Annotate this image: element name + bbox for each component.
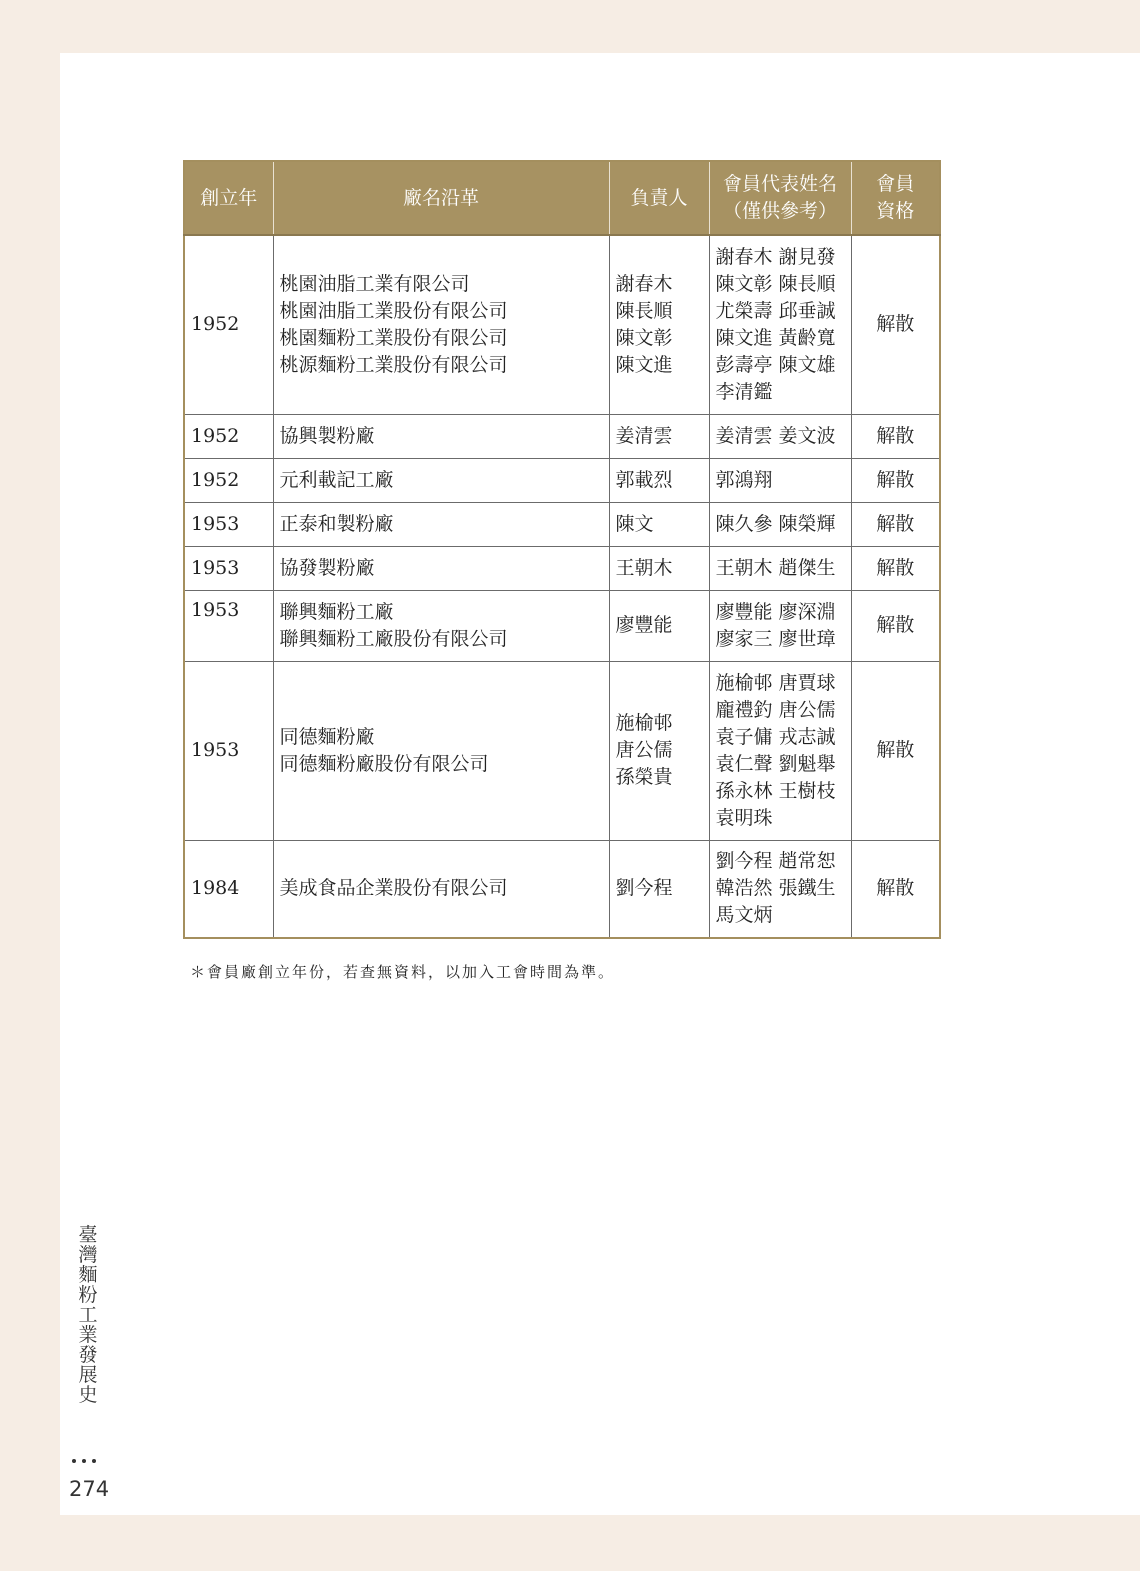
header-status-line: 會員 (876, 173, 915, 195)
cell-year: 1953 (184, 590, 273, 661)
cell-leader (609, 840, 709, 938)
leader-line: 劉今程 (615, 877, 673, 900)
cell-leader (609, 458, 709, 502)
cell-status: 解散 (851, 414, 940, 458)
leader-line: 郭載烈 (615, 468, 673, 491)
book-title-char: 業 (78, 1324, 98, 1346)
table-row (184, 458, 940, 502)
table-header-row (184, 161, 940, 235)
company-line: 元利載記工廠 (279, 468, 394, 491)
leader-line: 姜清雲 (615, 424, 673, 447)
header-leader: 負責人 (609, 161, 709, 235)
company-line: 同德麵粉廠 (279, 725, 375, 748)
header-reps-line: （僅供參考） (722, 200, 837, 222)
header-company: 廠名沿革 (273, 161, 609, 235)
cell-status: 解散 (851, 235, 940, 414)
cell-reps (709, 590, 851, 661)
header-reps-line: 會員代表姓名 (722, 173, 837, 195)
member-table (183, 160, 941, 939)
cell-leader (609, 235, 709, 414)
cell-company (273, 414, 609, 458)
cell-company (273, 840, 609, 938)
cell-year: 1953 (184, 661, 273, 840)
cell-status: 解散 (851, 546, 940, 590)
cell-reps (709, 840, 851, 938)
cell-reps (709, 414, 851, 458)
company-line: 協興製粉廠 (279, 424, 375, 447)
reps-line: 袁仁聲 劉魁舉 (715, 752, 836, 775)
book-title-char: 麵 (78, 1264, 98, 1286)
leader-line: 孫榮貴 (615, 766, 673, 788)
cell-year: 1952 (184, 235, 273, 414)
table-row (184, 414, 940, 458)
company-line: 美成食品企業股份有限公司 (279, 877, 508, 900)
reps-line: 劉今程 趙常恕 (715, 850, 836, 873)
cell-reps (709, 235, 851, 414)
cell-year: 1952 (184, 414, 273, 458)
cell-year: 1953 (184, 502, 273, 546)
reps-line: 姜清雲 姜文波 (715, 424, 836, 447)
book-title-char: 灣 (78, 1244, 98, 1266)
reps-line: 陳久參 陳榮輝 (715, 512, 836, 535)
leader-line: 陳文彰 (615, 326, 673, 349)
cell-year: 1953 (184, 546, 273, 590)
header-status-line: 資格 (876, 200, 915, 222)
cell-status: 解散 (851, 840, 940, 938)
table-row (184, 590, 940, 661)
table-row (184, 235, 940, 414)
book-title-char: 臺 (78, 1224, 98, 1246)
leader-line: 唐公儒 (615, 739, 673, 761)
cell-company (273, 235, 609, 414)
header-reps (709, 161, 851, 235)
reps-line: 廖家三 廖世璋 (715, 627, 836, 650)
company-line: 桃源麵粉工業股份有限公司 (279, 353, 508, 376)
reps-line: 謝春木 謝見發 (715, 245, 836, 268)
cell-status: 解散 (851, 661, 940, 840)
book-title-char: 發 (78, 1344, 98, 1366)
reps-line: 王朝木 趙傑生 (715, 556, 836, 579)
book-title-char: 粉 (78, 1284, 98, 1306)
cell-leader (609, 590, 709, 661)
book-title-char: 展 (78, 1364, 98, 1386)
cell-year: 1952 (184, 458, 273, 502)
leader-line: 廖豐能 (615, 614, 673, 636)
reps-line: 韓浩然 張鐵生 (715, 877, 836, 900)
cell-year: 1984 (184, 840, 273, 938)
cell-leader (609, 502, 709, 546)
leader-line: 陳文進 (615, 353, 673, 376)
reps-line: 彭壽亭 陳文雄 (715, 353, 836, 376)
cell-leader (609, 661, 709, 840)
cell-company (273, 502, 609, 546)
table-row (184, 661, 940, 840)
cell-leader (609, 546, 709, 590)
page-dots-icon (72, 1459, 96, 1463)
company-line: 桃園油脂工業股份有限公司 (279, 299, 508, 322)
cell-company (273, 546, 609, 590)
company-line: 桃園油脂工業有限公司 (279, 272, 470, 295)
leader-line: 陳文 (615, 512, 654, 535)
book-title-char: 工 (78, 1304, 98, 1326)
company-line: 同德麵粉廠股份有限公司 (279, 752, 489, 775)
table-row (184, 840, 940, 938)
reps-line: 袁明珠 (715, 806, 773, 829)
company-line: 協發製粉廠 (279, 556, 375, 579)
reps-line: 李清鑑 (715, 380, 773, 403)
cell-leader (609, 414, 709, 458)
leader-line: 施榆邨 (615, 712, 673, 734)
leader-line: 王朝木 (615, 556, 673, 579)
book-title-char: 史 (78, 1384, 98, 1406)
cell-reps (709, 661, 851, 840)
reps-line: 尤榮壽 邱垂誠 (715, 299, 836, 322)
reps-line: 孫永林 王樹枝 (715, 779, 836, 802)
reps-line: 郭鴻翔 (715, 468, 773, 491)
leader-line: 陳長順 (615, 299, 673, 322)
reps-line: 馬文炳 (715, 904, 773, 927)
cell-reps (709, 546, 851, 590)
cell-reps (709, 502, 851, 546)
cell-status: 解散 (851, 590, 940, 661)
cell-reps (709, 458, 851, 502)
table-row (184, 546, 940, 590)
cell-company (273, 590, 609, 661)
page-number: 274 (69, 1477, 110, 1501)
header-status (851, 161, 940, 235)
reps-line: 陳文進 黃齡寬 (715, 326, 836, 349)
cell-company (273, 661, 609, 840)
cell-status: 解散 (851, 458, 940, 502)
company-line: 聯興麵粉工廠 (279, 600, 394, 623)
book-title (76, 1225, 100, 1405)
table-row (184, 502, 940, 546)
header-year: 創立年 (184, 161, 273, 235)
cell-company (273, 458, 609, 502)
reps-line: 袁子傭 戎志誠 (715, 725, 836, 748)
company-line: 桃園麵粉工業股份有限公司 (279, 326, 508, 349)
reps-line: 施榆邨 唐賈球 (715, 671, 836, 694)
leader-line: 謝春木 (615, 272, 673, 295)
footnote: ＊會員廠創立年份，若查無資料，以加入工會時間為準。 (190, 963, 616, 981)
reps-line: 龐禮釣 唐公儒 (715, 698, 836, 721)
cell-status: 解散 (851, 502, 940, 546)
reps-line: 陳文彰 陳長順 (715, 272, 836, 295)
company-line: 聯興麵粉工廠股份有限公司 (279, 627, 508, 650)
reps-line: 廖豐能 廖深淵 (715, 600, 836, 623)
company-line: 正泰和製粉廠 (279, 512, 394, 535)
page (60, 53, 1140, 1515)
